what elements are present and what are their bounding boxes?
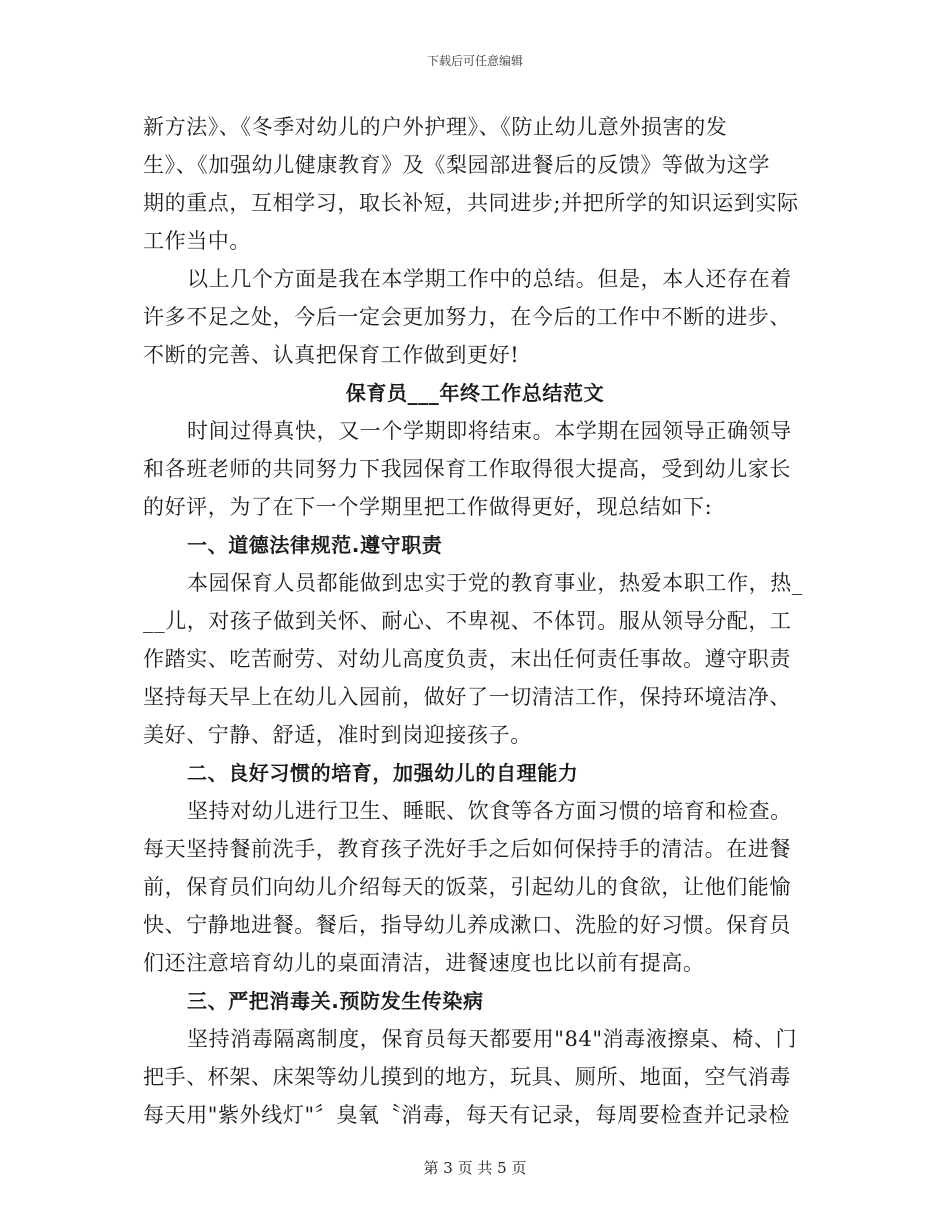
document-title: 保育员___年终工作总结范文 <box>345 381 605 405</box>
paragraph-line: 生》、《加强幼儿健康教育》及《梨园部进餐后的反馈》等做为这学 <box>143 153 770 177</box>
paragraph-line: 把手、杯架、床架等幼儿摸到的地方，玩具、厕所、地面，空气消毒 <box>143 1065 791 1089</box>
paragraph-line: 的好评，为了在下一个学期里把工作做得更好，现总结如下: <box>143 495 713 519</box>
paragraph-line: 以上几个方面是我在本学期工作中的总结。但是，本人还存在着 <box>187 267 792 291</box>
section-heading: 二、良好习惯的培育，加强幼儿的自理能力 <box>187 761 579 785</box>
paragraph-line: 本园保育人员都能做到忠实于党的教育事业，热爱本职工作，热_ <box>187 571 803 595</box>
paragraph-line: 许多不足之处，今后一定会更加努力，在今后的工作中不断的进步、 <box>143 305 791 329</box>
paragraph-line: 和各班老师的共同努力下我园保育工作取得很大提高，受到幼儿家长 <box>143 457 791 481</box>
paragraph-line: 工作当中。 <box>143 229 251 253</box>
paragraph-line: __儿，对孩子做到关怀、耐心、不卑视、不体罚。服从领导分配，工 <box>143 609 792 633</box>
paragraph-line: 坚持消毒隔离制度，保育员每天都要用"84"消毒液擦桌、椅、门 <box>187 1027 798 1051</box>
page-header: 下载后可任意编辑 <box>426 54 523 68</box>
document-body <box>143 108 807 1134</box>
paragraph-line: 期的重点，互相学习，取长补短，共同进步;并把所学的知识运到实际 <box>143 191 799 215</box>
paragraph-line: 坚持对幼儿进行卫生、睡眠、饮食等各方面习惯的培育和检查。 <box>187 799 792 823</box>
paragraph-line: 美好、宁静、舒适，准时到岗迎接孩子。 <box>143 723 532 747</box>
paragraph-line: 时间过得真快，又一个学期即将结束。本学期在园领导正确领导 <box>187 419 792 443</box>
page-footer: 第 3 页 共 5 页 <box>423 1159 527 1177</box>
paragraph-line: 不断的完善、认真把保育工作做到更好! <box>143 343 520 367</box>
paragraph-line: 坚持每天早上在幼儿入园前，做好了一切清洁工作，保持环境洁净、 <box>143 685 791 709</box>
paragraph-line: 前，保育员们向幼儿介绍每天的饭菜，引起幼儿的食欲，让他们能愉 <box>143 875 791 899</box>
paragraph-line: 快、宁静地进餐。餐后，指导幼儿养成漱口、洗脸的好习惯。保育员 <box>143 913 791 937</box>
paragraph-line: 每天坚持餐前洗手，教育孩子洗好手之后如何保持手的清洁。在进餐 <box>143 837 791 861</box>
paragraph-line: 作踏实、吃苦耐劳、对幼儿高度负责，末出任何责任事故。遵守职责 <box>143 647 791 671</box>
section-heading: 三、严把消毒关.预防发生传染病 <box>187 989 484 1013</box>
paragraph-line: 新方法》、《冬季对幼儿的户外护理》、《防止幼儿意外损害的发 <box>143 115 728 139</box>
paragraph-line: 们还注意培育幼儿的桌面清洁，进餐速度也比以前有提高。 <box>143 951 705 975</box>
section-heading: 一、道德法律规范.遵守职责 <box>187 533 443 557</box>
paragraph-line: 每天用"紫外线灯"〞臭氧〝消毒，每天有记录，每周要检查并记录检 <box>143 1103 790 1127</box>
